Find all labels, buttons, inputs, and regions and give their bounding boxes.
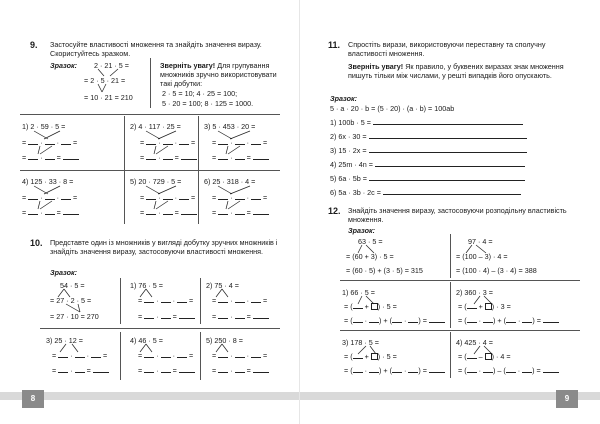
exercise: 1) 2 · 59 · 5 = bbox=[22, 122, 66, 131]
answer-template: = · · = bbox=[212, 351, 268, 360]
answer-template: = · · = bbox=[140, 193, 196, 202]
answer-template: = · · = bbox=[140, 138, 196, 147]
exercise: 3) 25 · 12 = bbox=[46, 336, 83, 345]
answer-template: = · = bbox=[212, 312, 269, 321]
exercise: 2) 4 · 117 · 25 = bbox=[130, 122, 181, 131]
exercise: 4) 46 · 5 = bbox=[130, 336, 163, 345]
sample-line: = (100 · 4) – (3 · 4) = 388 bbox=[456, 266, 537, 275]
exercise-text: 2) 6x · 30 = bbox=[330, 132, 367, 141]
sample-label: Зразок: bbox=[348, 226, 376, 235]
exercise: 6) 25 · 318 · 4 = bbox=[204, 177, 256, 186]
task-number: 12. bbox=[328, 206, 341, 216]
exercise: 3) 178 · 5 = bbox=[342, 338, 379, 347]
sample-line: = (100 – 3) · 4 = bbox=[456, 252, 508, 261]
sample-line: 54 · 5 = bbox=[60, 281, 85, 290]
exercise-text: 6) 5a · 3b · 2c = bbox=[330, 188, 381, 197]
task-number: 11. bbox=[328, 40, 341, 50]
answer-template: = · · = bbox=[212, 193, 268, 202]
task-text: Застосуйте властивості множення та знайдіть значення виразу. Скористуйтесь зразком. bbox=[50, 40, 262, 59]
answer-template: = · = bbox=[138, 312, 195, 321]
answer-template: = · = bbox=[52, 366, 109, 375]
sample-label: Зразок: bbox=[50, 268, 78, 277]
sample-line: = 10 · 21 = 210 bbox=[84, 93, 133, 102]
answer-template: = · = bbox=[22, 153, 79, 162]
exercise: 2) 360 · 3 = bbox=[456, 288, 493, 297]
answer-template: = · = bbox=[138, 366, 195, 375]
right-page bbox=[300, 0, 600, 424]
note-line: 5 · 20 = 100; 8 · 125 = 1000. bbox=[162, 99, 254, 108]
footer-bar bbox=[0, 392, 300, 400]
answer-template: = · = bbox=[22, 208, 79, 217]
sample-label: Зразок: bbox=[330, 94, 358, 103]
footer-bar bbox=[300, 392, 600, 400]
answer-template: = · · = bbox=[212, 296, 268, 305]
answer-template: = · · = bbox=[22, 138, 78, 147]
task-text: Представте один із множників у вигляді добутку зручних множників і знайдіть значення виразу, застосовуючи властивості множення. bbox=[50, 238, 278, 257]
note-title: Зверніть увагу! bbox=[160, 61, 216, 70]
page-number: 9 bbox=[556, 390, 578, 408]
note-text: Для групування множників зручно використовувати такі добутки: bbox=[160, 61, 277, 88]
sample-line: 2 · 21 · 5 = bbox=[94, 61, 129, 70]
answer-template: = · · = bbox=[138, 296, 194, 305]
answer-template: = · · = bbox=[22, 193, 78, 202]
exercise-text: 3) 15 · 2x = bbox=[330, 146, 367, 155]
answer-template: = ( · ) + ( · ) = bbox=[458, 316, 559, 325]
answer-template: = ( · ) + ( · ) = bbox=[344, 366, 445, 375]
answer-template: = · = bbox=[212, 208, 269, 217]
sample-line: 5 · a · 20 · b = (5 · 20) · (a · b) = 100ab bbox=[330, 104, 455, 113]
sample-line: = 27 · 2 · 5 = bbox=[50, 296, 92, 305]
note-text: Як правило, у буквених виразах знак множення пишуть тільки між числами, у решті випадків його опускають. bbox=[348, 62, 564, 80]
exercise: 1) 66 · 5 = bbox=[342, 288, 375, 297]
answer-template: = · = bbox=[212, 153, 269, 162]
note-line: 2 · 5 = 10; 4 · 25 = 100; bbox=[162, 89, 238, 98]
exercise: 5) 20 · 729 · 5 = bbox=[130, 177, 182, 186]
answer-template: = · = bbox=[212, 366, 269, 375]
answer-template: = · · = bbox=[212, 138, 268, 147]
answer-template: = · · = bbox=[138, 351, 194, 360]
sample-line: 97 · 4 = bbox=[468, 237, 493, 246]
note-title: Зверніть увагу! bbox=[348, 62, 404, 71]
answer-template: = ( · ) – ( · ) = bbox=[458, 366, 559, 375]
task-number: 9. bbox=[30, 40, 38, 50]
exercise: 5) 250 · 8 = bbox=[206, 336, 243, 345]
exercise: 4) 125 · 33 · 8 = bbox=[22, 177, 74, 186]
exercise-text: 4) 25m · 4n = bbox=[330, 160, 373, 169]
sample-line: = 2 · 5 · 21 = bbox=[84, 76, 126, 85]
answer-template: = ( + ) · 5 = bbox=[344, 352, 397, 361]
sample-line: 63 · 5 = bbox=[358, 237, 383, 246]
exercise: 2) 75 · 4 = bbox=[206, 281, 239, 290]
answer-template: = · = bbox=[140, 153, 197, 162]
task-text: Знайдіть значення виразу, застосовуючи розподільну властивість множення. bbox=[348, 206, 567, 225]
exercise: 1) 76 · 5 = bbox=[130, 281, 163, 290]
exercise-text: 1) 100b · 5 = bbox=[330, 118, 371, 127]
sample-line: = 27 · 10 = 270 bbox=[50, 312, 99, 321]
exercise: 4) 425 · 4 = bbox=[456, 338, 493, 347]
answer-template: = · · = bbox=[52, 351, 108, 360]
exercise: 3) 5 · 453 · 20 = bbox=[204, 122, 256, 131]
answer-template: = ( + ) · 3 = bbox=[458, 302, 511, 311]
exercise-text: 5) 6a · 5b = bbox=[330, 174, 367, 183]
answer-template: = ( – ) · 4 = bbox=[458, 352, 511, 361]
answer-template: = · = bbox=[140, 208, 197, 217]
answer-template: = ( + ) · 5 = bbox=[344, 302, 397, 311]
sample-line: = (60 · 5) + (3 · 5) = 315 bbox=[346, 266, 423, 275]
task-text: Спростіть вирази, використовуючи переставну та сполучну властивості множення. bbox=[348, 40, 546, 59]
task-number: 10. bbox=[30, 238, 43, 248]
answer-template: = ( · ) + ( · ) = bbox=[344, 316, 445, 325]
sample-label: Зразок: bbox=[50, 61, 78, 70]
page-number: 8 bbox=[22, 390, 44, 408]
task12-arrows bbox=[300, 0, 600, 424]
sample-line: = (60 + 3) · 5 = bbox=[346, 252, 394, 261]
